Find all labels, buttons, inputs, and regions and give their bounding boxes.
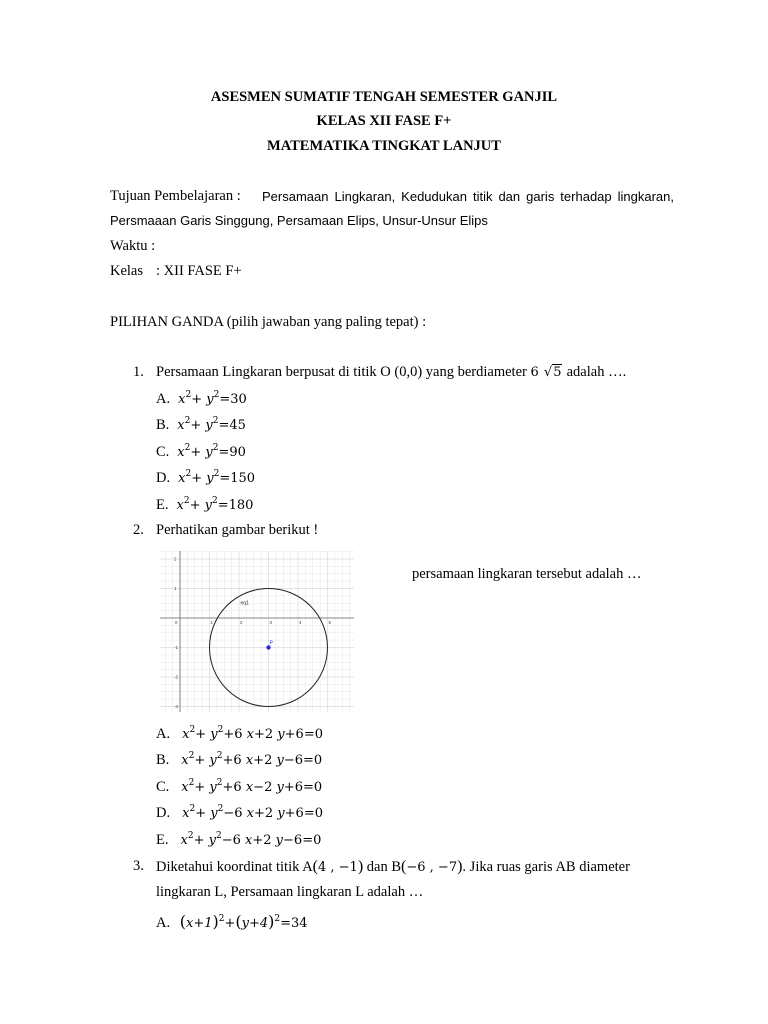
q2-option-coef: 6 <box>232 833 241 848</box>
q3-text: Diketahui koordinat titik A(4 , −1) dan B(−6 , −7). Jika ruas garis AB diameter <box>156 858 630 875</box>
kelas-label: Kelas <box>110 263 144 279</box>
q3-text-a: Diketahui koordinat titik A <box>156 859 313 875</box>
q1-coef: 6 <box>530 365 539 380</box>
q2-option-sign: + <box>253 727 265 742</box>
q3-option-a-p2: y+4 <box>241 916 269 931</box>
kelas-value: : XII FASE F+ <box>156 263 242 279</box>
q2-option-sign: + <box>223 727 235 742</box>
q3-option-a-p1: x+1 <box>185 916 213 931</box>
q1-option-letter: E. <box>156 497 169 513</box>
q2-option-coef: 6 <box>294 780 304 795</box>
q2-option-coef: 2 <box>263 833 272 848</box>
q2-option-sign: − <box>253 780 265 795</box>
tujuan-line-1: Persamaan Lingkaran, Kedudukan titik dan garis terhadap lingkaran, <box>262 189 674 204</box>
section-title: PILIHAN GANDA (pilih jawaban yang paling tepat) : <box>110 314 427 330</box>
q2-option-coef: 6 <box>295 806 304 821</box>
q1-option-rhs: 180 <box>228 498 254 513</box>
q2-option-coef: 2 <box>264 806 274 821</box>
q2-option-coef: 6 <box>233 753 242 768</box>
y-tick-label: 1 <box>174 586 177 591</box>
q3-option-a-letter: A. <box>156 915 171 931</box>
q1-option-rhs: 30 <box>230 392 247 407</box>
y-tick-label: -2 <box>174 674 179 680</box>
q1-text <box>156 364 626 381</box>
q3-line-2: lingkaran L, Persamaan lingkaran L adalah … <box>156 884 424 900</box>
x-tick-label: 1 <box>210 620 214 625</box>
q2-option-letter: E. <box>156 832 169 848</box>
tujuan-label: Tujuan Pembelajaran : <box>110 188 241 204</box>
x-tick-label: 4 <box>299 620 302 625</box>
q2-option: C. $x^2+ y^2+6$ x−2 y+6=0 <box>156 777 323 795</box>
q3-option-a-rhs: 34 <box>291 916 308 931</box>
q2-option-coef: 2 <box>264 753 273 768</box>
y-tick-label: -1 <box>174 645 179 650</box>
q2-option-coef: 6 <box>295 727 304 742</box>
q2-option-coef: 2 <box>264 727 274 742</box>
q2-option-coef: 6 <box>233 780 242 795</box>
q2-side-text: persamaan lingkaran tersebut adalah … <box>412 566 642 582</box>
q2-option-coef: 6 <box>294 753 304 768</box>
q3-point-b: −6 , −7 <box>406 860 458 875</box>
q2-text: Perhatikan gambar berikut ! <box>156 522 319 538</box>
q1-option-rhs: 45 <box>229 418 246 433</box>
q1-option: B. $x^2+ y^2=45$ <box>156 415 246 433</box>
q2-option-letter: B. <box>156 752 170 768</box>
q1-option-rhs: 90 <box>229 445 246 460</box>
q2-option-sign: − <box>221 833 233 848</box>
q2-option-sign: + <box>222 780 234 795</box>
q1-option: C. $x^2+ y^2=90$ <box>156 442 246 460</box>
q1-option-letter: B. <box>156 417 170 433</box>
x-tick-label: 3 <box>269 620 273 625</box>
q2-option-sign: + <box>253 806 265 821</box>
q2-option-coef: 6 <box>293 833 303 848</box>
q2-option-sign: − <box>283 833 294 848</box>
x-tick-label: 5 <box>328 620 332 625</box>
q2-option-sign: + <box>252 833 264 848</box>
q1-diameter: 6 √5 <box>530 365 562 380</box>
q3-option-a: A. $(x+1)^2+(y+4)^2=34$ <box>156 912 308 931</box>
title-line-3: MATEMATIKA TINGKAT LANJUT <box>267 138 501 154</box>
q2-option-letter: D. <box>156 805 171 821</box>
q3-text-b: dan B <box>366 859 402 875</box>
q2-option-sign: + <box>222 753 234 768</box>
q1-text-before: Persamaan Lingkaran berpusat di titik O (0,0) yang berdiameter <box>156 364 527 380</box>
q2-option-sign: + <box>253 753 265 768</box>
q2-option-letter: A. <box>156 726 171 742</box>
q2-option-coef: 6 <box>234 727 243 742</box>
q3-number: 3. <box>133 858 144 874</box>
q3-point-a: 4 , −1 <box>318 860 358 875</box>
q1-radicand: 5 <box>553 365 562 380</box>
q1-option-letter: C. <box>156 444 170 460</box>
q2-option: A. $x^2+ y^2+6$ x+2 y+6=0 <box>156 724 323 742</box>
q2-option: B. $x^2+ y^2+6$ x+2 y−6=0 <box>156 750 323 768</box>
graph-center-label: P <box>269 640 273 647</box>
q2-option-sign: − <box>283 753 295 768</box>
q1-option: A. $x^2+ y^2=30$ <box>156 389 247 407</box>
q1-option-letter: D. <box>156 470 171 486</box>
circle-graph <box>160 551 354 712</box>
q2-option-coef: 6 <box>234 806 243 821</box>
title-line-2: KELAS XII FASE F+ <box>316 113 452 129</box>
q2-option-coef: 2 <box>264 780 273 795</box>
waktu-label: Waktu : <box>110 238 156 254</box>
q1-option: E. $x^2+ y^2=180$ <box>156 495 254 513</box>
y-tick-label: 2 <box>174 556 177 562</box>
q2-option-letter: C. <box>156 779 170 795</box>
q1-option-rhs: 150 <box>230 471 256 486</box>
q2-option: E. $x^2+ y^2-6$ x+2 y−6=0 <box>156 830 322 848</box>
q1-option: D. $x^2+ y^2=150$ <box>156 468 256 486</box>
q2-number: 2. <box>133 522 144 538</box>
x-tick-label: 2 <box>240 620 243 625</box>
q2-option-sign: + <box>284 806 296 821</box>
q1-number: 1. <box>133 364 144 380</box>
tujuan-line-2: Persmaaan Garis Singgung, Persamaan Elips, Unsur-Unsur Elips <box>110 213 488 228</box>
q2-option-sign: − <box>223 806 235 821</box>
x-tick-label: 0 <box>175 620 178 625</box>
q1-text-after: adalah …. <box>566 364 627 380</box>
title-line-1: ASESMEN SUMATIF TENGAH SEMESTER GANJIL <box>210 89 558 105</box>
q2-option: D. $x^2+ y^2-6$ x+2 y+6=0 <box>156 803 323 821</box>
y-tick-label: -3 <box>174 704 179 709</box>
q3-text-c: . Jika ruas garis AB diameter <box>462 859 630 875</box>
graph-circle-label: eq1 <box>240 600 249 607</box>
q1-option-letter: A. <box>156 391 171 407</box>
q2-option-sign: + <box>284 727 296 742</box>
q2-option-sign: + <box>283 780 295 795</box>
